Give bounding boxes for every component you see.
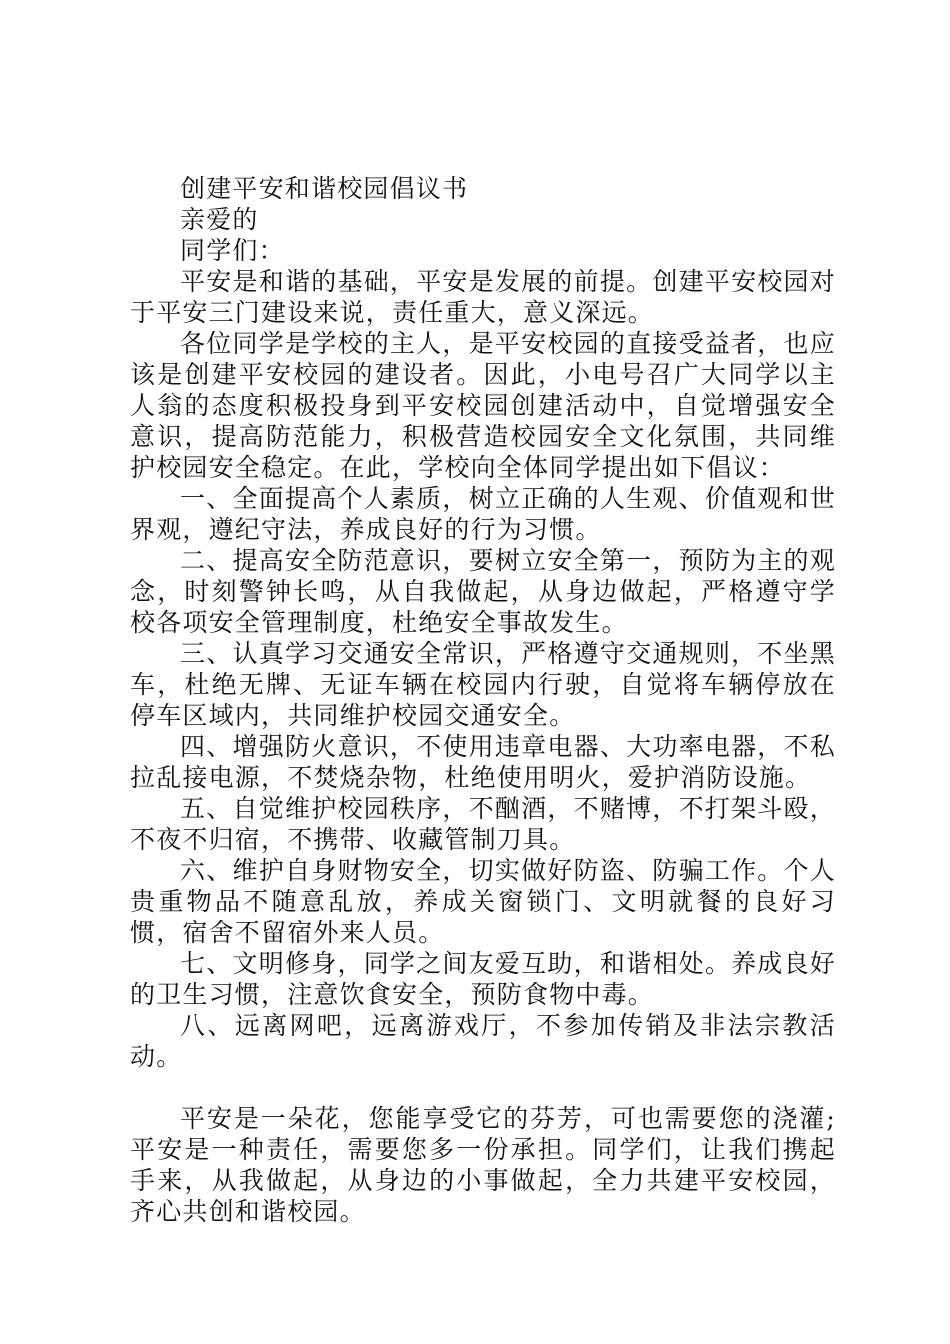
proposal-item-2: 二、提高安全防范意识，要树立安全第一，预防为主的观念，时刻警钟长鸣，从自我做起，从身边做起，严格遵守学校各项安全管理制度，杜绝安全事故发生。 (130, 546, 836, 637)
paragraph-spacer (130, 1072, 836, 1103)
proposal-item-3: 三、认真学习交通安全常识，严格遵守交通规则，不坐黑车，杜绝无牌、无证车辆在校园内行驶，自觉将车辆停放在停车区域内，共同维护校园交通安全。 (130, 639, 836, 730)
proposal-item-1: 一、全面提高个人素质，树立正确的人生观、价值观和世界观，遵纪守法，养成良好的行为习惯。 (130, 484, 836, 544)
paragraph-context: 各位同学是学校的主人，是平安校园的直接受益者，也应该是创建平安校园的建设者。因此，小电号召广大同学以主人翁的态度积极投身到平安校园创建活动中，自觉增强安全意识，提高防范能力，积极营造校园安全文化氛围，共同维护校园安全稳定。在此，学校向全体同学提出如下倡议： (130, 329, 836, 482)
closing-paragraph: 平安是一朵花，您能享受它的芬芳，可也需要您的浇灌;平安是一种责任，需要您多一份承担。同学们，让我们携起手来，从我做起，从身边的小事做起，全力共建平安校园，齐心共创和谐校园。 (130, 1104, 836, 1226)
document-body (130, 173, 836, 1227)
proposal-item-6: 六、维护自身财物安全，切实做好防盗、防骗工作。个人贵重物品不随意乱放，养成关窗锁门、文明就餐的良好习惯，宿舍不留宿外来人员。 (130, 856, 836, 947)
proposal-item-7: 七、文明修身，同学之间友爱互助，和谐相处。养成良好的卫生习惯，注意饮食安全，预防食物中毒。 (130, 949, 836, 1009)
proposal-item-8: 八、远离网吧，远离游戏厅，不参加传销及非法宗教活动。 (130, 1011, 836, 1071)
salutation-line-1: 亲爱的 (180, 205, 259, 234)
proposal-item-4: 四、增强防火意识，不使用违章电器、大功率电器，不私拉乱接电源，不焚烧杂物，杜绝使用明火，爱护消防设施。 (130, 732, 836, 792)
salutation-line-2: 同学们： (180, 236, 285, 265)
paragraph-intro: 平安是和谐的基础，平安是发展的前提。创建平安校园对于平安三门建设来说，责任重大，意义深远。 (130, 267, 836, 327)
proposal-item-5: 五、自觉维护校园秩序，不酗酒，不赌博，不打架斗殴，不夜不归宿，不携带、收藏管制刀具。 (130, 794, 836, 854)
document-title: 创建平安和谐校园倡议书 (180, 174, 469, 203)
